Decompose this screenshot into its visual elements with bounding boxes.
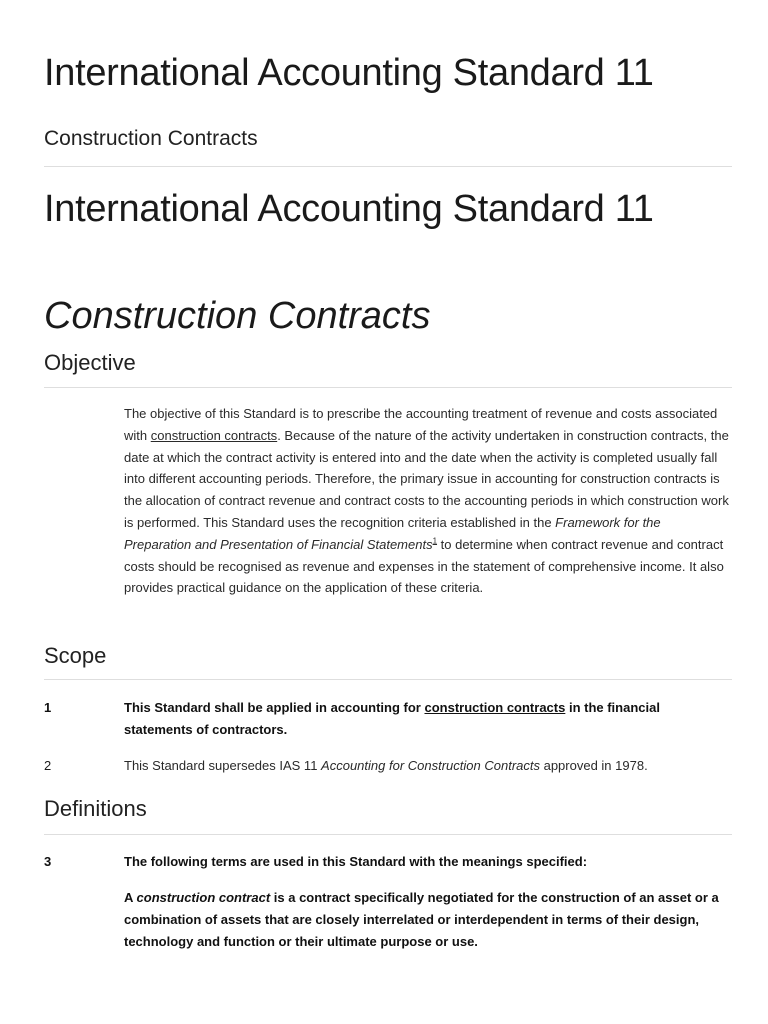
definitions-heading: Definitions xyxy=(44,796,147,821)
objective-heading: Objective xyxy=(44,350,136,375)
paragraph-number-3: 3 xyxy=(44,854,52,869)
objective-text-2: . Because of the nature of the activity undertaken in construction contracts, the date at which the contract activity is entered into and the date when the activity is completed usually fall into different accounting periods. Therefore, the primary issue in accounting for construction contracts is the allocation of contract revenue and contract costs to the accounting periods in which construction work is performed. This Standard uses the recognition criteria established in the xyxy=(124,427,729,530)
paragraph-number-2: 2 xyxy=(44,758,52,773)
scope-heading: Scope xyxy=(44,643,107,668)
header-title: International Accounting Standard 11 xyxy=(44,52,654,94)
paragraph-number-1: 1 xyxy=(44,700,52,715)
standard-title: International Accounting Standard 11 xyxy=(44,188,654,230)
header-subtitle: Construction Contracts xyxy=(44,127,258,150)
header-divider xyxy=(44,166,732,167)
def-text: is a contract specifically negotiated for the construction of an asset or a combination of assets that are closely interrelated or interdependent in terms of their design, technology and function or their ultimate purpose or use. xyxy=(124,890,719,949)
objective-divider xyxy=(44,387,732,388)
construction-contract-definition xyxy=(124,887,730,952)
construction-contracts-link[interactable]: construction contracts xyxy=(150,427,278,443)
objective-text-3: to determine when contract revenue and contract costs should be recognised as revenue and expenses in the statement of comprehensive income. It also provides practical guidance on the application of these criteria. xyxy=(124,536,724,596)
def-a: A xyxy=(124,890,137,905)
scope-construction-contracts-link[interactable]: construction contracts xyxy=(424,700,566,715)
scope-p1-text-b: in the financial statements of contractors. xyxy=(124,700,660,737)
footnote-link[interactable]: 1 xyxy=(432,536,438,546)
objective-text-1: The objective of this Standard is to prescribe the accounting treatment of revenue and costs associated with xyxy=(124,406,718,443)
scope-paragraph-2 xyxy=(124,755,730,777)
standard-italic-title: Construction Contracts xyxy=(44,295,431,337)
definitions-divider xyxy=(44,834,732,835)
scope-p2-text-a: This Standard supersedes IAS 11 xyxy=(124,758,322,773)
scope-p2-italic: Accounting for Construction Contracts xyxy=(321,758,540,773)
scope-p2-text-b: approved in 1978. xyxy=(539,758,648,773)
scope-paragraph-1 xyxy=(124,697,730,741)
def-term: construction contract xyxy=(136,890,271,905)
objective-paragraph xyxy=(124,403,730,599)
framework-title: Framework for the Preparation and Presentation of Financial Statements xyxy=(124,514,661,552)
definitions-paragraph-3: The following terms are used in this Standard with the meanings specified: xyxy=(124,854,588,869)
scope-divider xyxy=(44,679,732,680)
scope-p1-text-a: This Standard shall be applied in accounting for xyxy=(124,700,425,715)
